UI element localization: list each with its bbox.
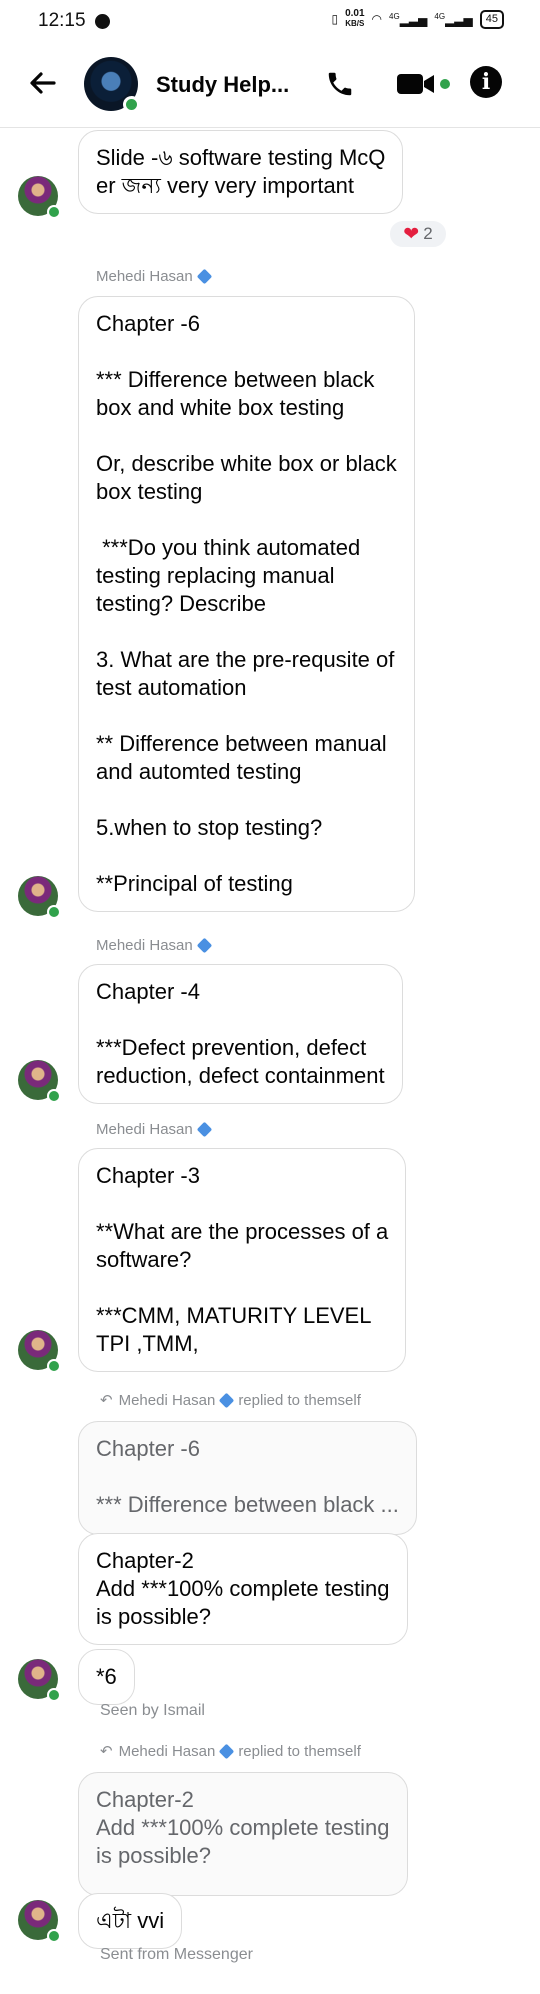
signal-1-icon: $^{4G}$▂▃▅	[389, 11, 428, 27]
sender-avatar[interactable]	[18, 1900, 58, 1940]
sender-avatar[interactable]	[18, 1330, 58, 1370]
online-indicator	[47, 905, 61, 919]
message-bubble[interactable]: Chapter -6 *** Difference between black box and white box testing Or, describe white box or black box testing ***Do you think automated testing replacing manual testing? Describe 3. What are the pre-requsite of test automation ** Difference between manual and automted testing 5.when to stop testing? **Principal of testing	[78, 296, 415, 912]
reply-arrow-icon: ↶	[100, 1743, 113, 1760]
quoted-message[interactable]: Chapter -6 *** Difference between black ...	[78, 1421, 417, 1535]
chat-header	[0, 44, 540, 128]
video-call-button[interactable]	[396, 68, 452, 100]
sender-avatar[interactable]	[18, 1659, 58, 1699]
message-bubble[interactable]: Chapter -4 ***Defect prevention, defect reduction, defect containment	[78, 964, 403, 1104]
quoted-message[interactable]: Chapter-2 Add ***100% complete testing is possible?	[78, 1772, 408, 1896]
heart-icon: ❤	[403, 223, 420, 245]
status-time: 12:15	[38, 10, 86, 31]
wifi-icon: ◠	[371, 12, 383, 26]
online-indicator	[47, 1688, 61, 1702]
reaction-badge[interactable]	[388, 219, 448, 249]
sender-name: Mehedi Hasan	[96, 1121, 210, 1138]
info-icon: i	[481, 69, 491, 95]
reply-arrow-icon: ↶	[100, 1392, 113, 1409]
online-indicator	[123, 96, 140, 113]
online-indicator	[47, 1359, 61, 1373]
online-indicator	[47, 1089, 61, 1103]
sender-avatar[interactable]	[18, 176, 58, 216]
reply-label: ↶ Mehedi Hasan replied to themself	[100, 1742, 361, 1760]
chat-title[interactable]: Study Help...	[156, 72, 290, 97]
phone-icon	[325, 69, 355, 99]
verified-diamond-icon	[196, 269, 212, 285]
network-speed: 0.01 KB/S	[345, 8, 365, 28]
voice-call-button[interactable]	[322, 66, 358, 102]
verified-diamond-icon	[196, 938, 212, 954]
verified-diamond-icon	[219, 1743, 235, 1759]
video-active-dot	[440, 79, 450, 89]
verified-diamond-icon	[196, 1122, 212, 1138]
info-button[interactable]	[470, 66, 502, 98]
reaction-count: 2	[423, 224, 433, 243]
back-button[interactable]	[26, 66, 60, 100]
status-indicators	[331, 9, 504, 29]
message-bubble[interactable]: Chapter -3 **What are the processes of a software? ***CMM, MATURITY LEVEL TPI ,TMM,	[78, 1148, 406, 1372]
status-bar	[0, 0, 540, 44]
sender-name: Mehedi Hasan	[96, 937, 210, 954]
seen-receipt: Seen by Ismail	[100, 1702, 205, 1719]
arrow-left-icon	[28, 68, 58, 98]
message-bubble[interactable]: Chapter-2 Add ***100% complete testing is possible?	[78, 1533, 408, 1645]
sent-receipt: Sent from Messenger	[100, 1946, 253, 1963]
sender-avatar[interactable]	[18, 1060, 58, 1100]
signal-2-icon: $^{4G}$▂▃▅	[434, 11, 473, 27]
sender-avatar[interactable]	[18, 876, 58, 916]
verified-diamond-icon	[219, 1392, 235, 1408]
message-bubble[interactable]: এটা vvi	[78, 1893, 182, 1949]
vibrate-icon: ▯	[331, 12, 339, 26]
message-bubble[interactable]: *6	[78, 1649, 135, 1705]
video-camera-icon	[396, 68, 436, 100]
message-bubble[interactable]: Slide -৬ software testing McQ er জন্য very very important	[78, 130, 403, 214]
battery-icon: 45	[480, 10, 504, 29]
group-avatar[interactable]	[84, 57, 138, 111]
sender-name: Mehedi Hasan	[96, 268, 210, 285]
reply-label: ↶ Mehedi Hasan replied to themself	[100, 1391, 361, 1409]
online-indicator	[47, 1929, 61, 1943]
messenger-notification-icon	[95, 14, 110, 29]
online-indicator	[47, 205, 61, 219]
